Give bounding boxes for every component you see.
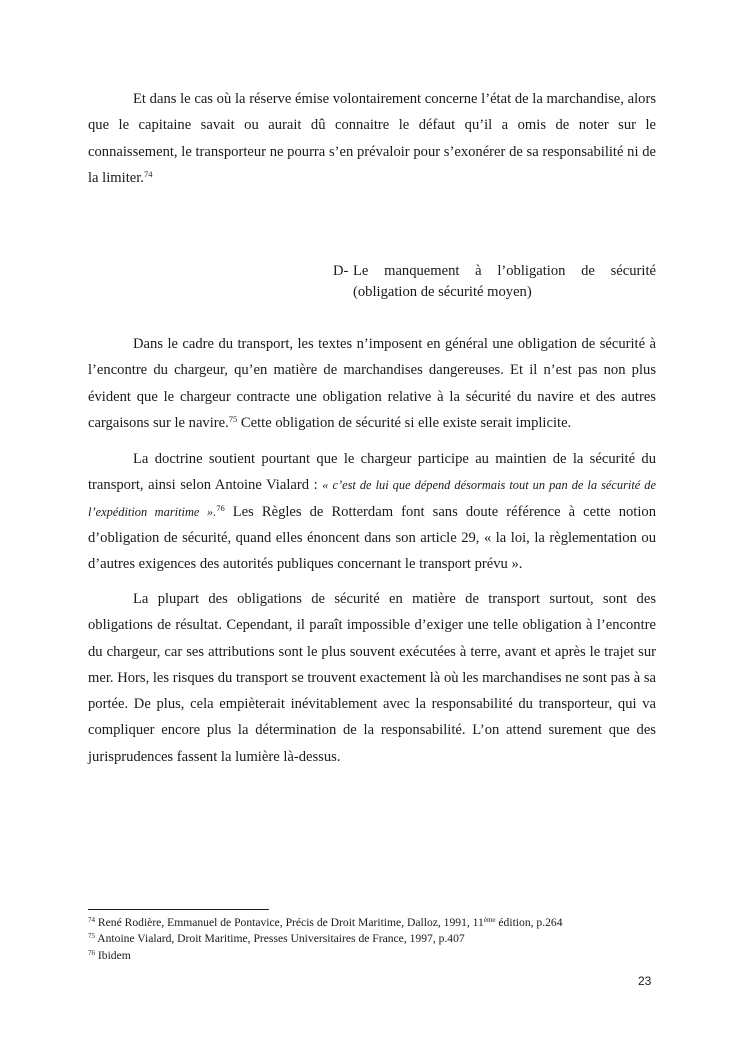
- footnote-ref[interactable]: 74: [143, 168, 153, 179]
- citation-quote: « c’est de lui que dépend désormais tout un pan de la sécurité de l’expédition maritime ».: [88, 478, 657, 519]
- paragraph-reserve: [88, 86, 656, 191]
- footnote-item: [88, 915, 688, 931]
- paragraph-text: La doctrine soutient pourtant que le chargeur participe au maintien de la sécurité du transport, ainsi selon Antoine Vialard :: [88, 451, 656, 494]
- footnote-number: 76: [88, 948, 95, 957]
- section-title: Le manquement à l’obligation de sécurité (obligation de sécurité moyen): [353, 263, 656, 300]
- footnote-superscript: ème: [483, 916, 496, 924]
- paragraph-text: Dans le cadre du transport, les textes n’imposent en général une obligation de sécurité à l’encontre du chargeur, qu’en matière de marchandises dangereuses. Et il n’est pas non plus évident que le chargeur contracte une obligation relative à la sécurité du navire et des autres cargaisons sur le navire.: [88, 336, 656, 431]
- paragraph-text: Les Règles de Rotterdam font sans doute référence à cette notion d’obligation de sécurité, quand elles énoncent dans son article 29, « la loi, la règlementation ou d’autres exigences des autorités publiques concernant le transport prévu ».: [88, 503, 656, 573]
- paragraph-text: Et dans le cas où la réserve émise volontairement concerne l’état de la marchandise, alors que le capitaine savait ou aurait dû connaitre le défaut qu’il a omis de noter sur le connaissement, le transporteur ne pourra s’en prévaloir pour s’exonérer de sa responsabilité ni de la limiter.: [88, 91, 656, 186]
- footnote-item: [88, 931, 688, 947]
- section-letter: D-: [333, 263, 349, 279]
- footnote-text: Antoine Vialard, Droit Maritime, Presses Universitaires de France, 1997, p.407: [97, 932, 465, 946]
- footnote-text: édition, p.264: [495, 916, 563, 929]
- paragraph-doctrine: [88, 446, 656, 577]
- paragraph-text: La plupart des obligations de sécurité en matière de transport surtout, sont des obligations de résultat. Cependant, il paraît impossible d’exiger une telle obligation à l’encontre du chargeur, car ses attributions sont le plus souvent exécutées à terre, avant et après le trajet sur mer. Hors, les risques du transport se trouvent exactement là où les marchandises ne sont pas à sa portée. De plus, cela empièterait inévitablement avec la responsabilité du transporteur, qui va compliquer encore plus la détermination de la responsabilité. L’on attend surement que des jurisprudences fassent la lumière là-dessus.: [88, 591, 656, 765]
- paragraph-resultat: [88, 586, 656, 770]
- footnote-separator: [88, 909, 269, 910]
- footnotes: [88, 915, 688, 964]
- footnote-item: [88, 948, 688, 964]
- footnote-ref[interactable]: 75: [228, 413, 238, 424]
- paragraph-obligation: [88, 331, 656, 436]
- footnote-text: René Rodière, Emmanuel de Pontavice, Précis de Droit Maritime, Dalloz, 1991, 11: [97, 916, 484, 929]
- section-heading: [333, 261, 656, 302]
- page-number: 23: [638, 974, 652, 988]
- paragraph-text: Cette obligation de sécurité si elle existe serait implicite.: [237, 414, 572, 431]
- footnote-ref[interactable]: 76: [216, 502, 225, 513]
- footnote-text: Ibidem: [97, 948, 131, 962]
- footnote-number: 74: [88, 916, 95, 924]
- footnote-number: 75: [88, 932, 95, 941]
